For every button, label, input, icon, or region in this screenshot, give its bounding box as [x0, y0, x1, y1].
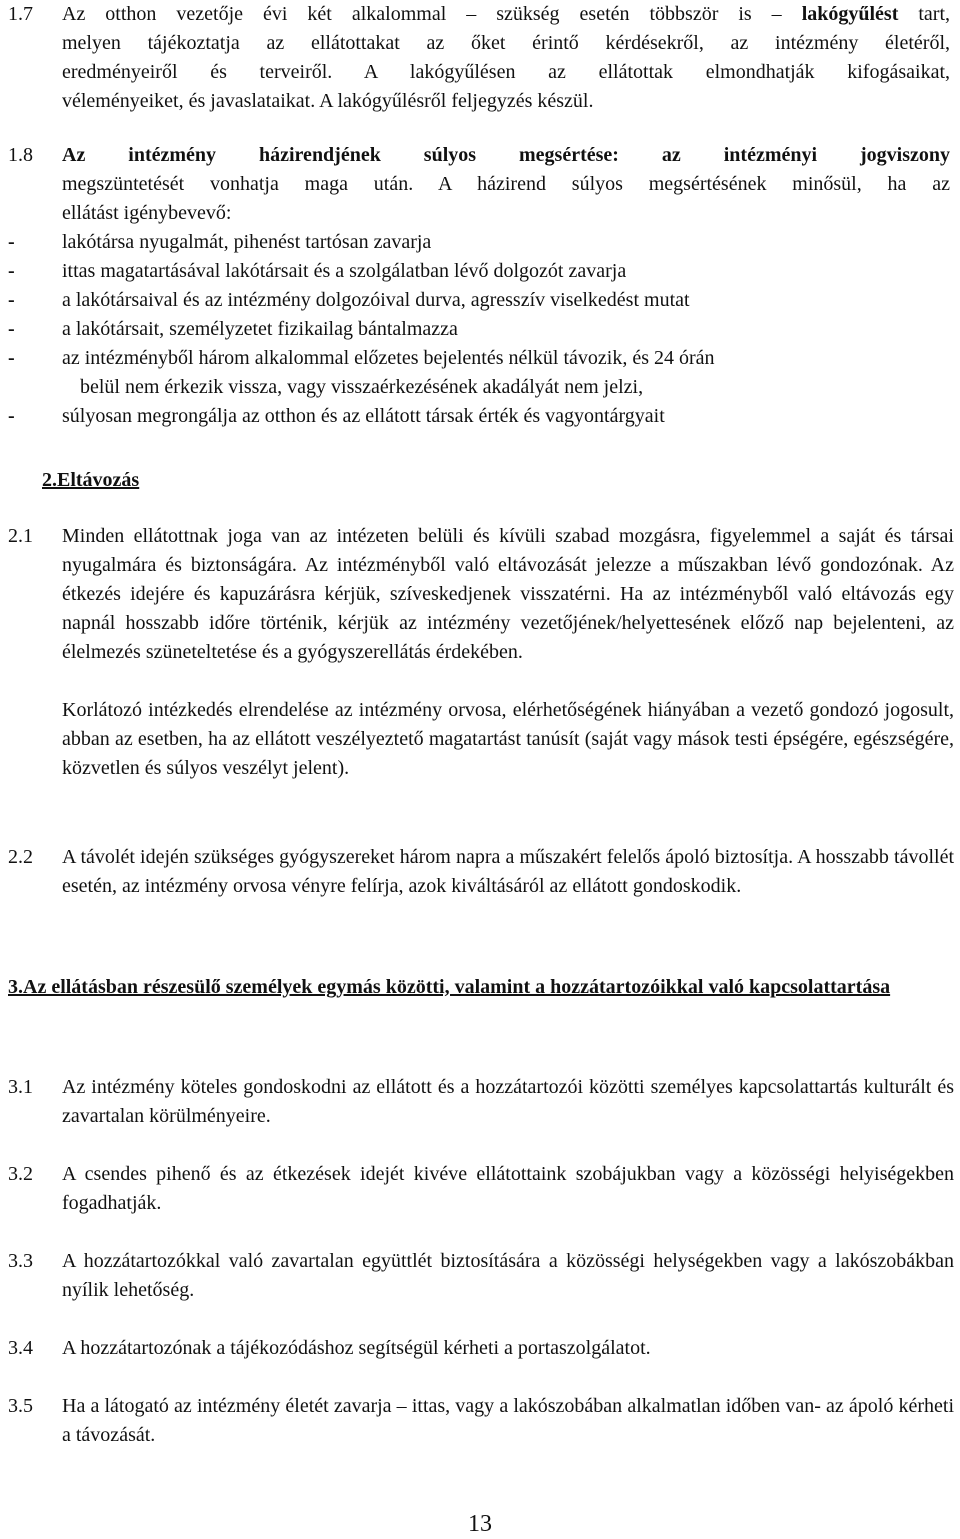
s18-line-1: [62, 141, 950, 170]
list-item: a lakótársait, személyzetet fizikailag bántalmazza: [62, 318, 458, 340]
bullet-dash: -: [8, 289, 15, 311]
s17-line-1c: tart,: [918, 3, 951, 25]
s17-line-3: eredményeiről és terveiről. A lakógyűlésen az ellátottak elmondhatják kifogásaikat,: [62, 61, 950, 83]
page-number: 13: [468, 1511, 492, 1537]
section-number-3-5: 3.5: [8, 1395, 33, 1417]
section-number-3-3: 3.3: [8, 1250, 33, 1272]
s18-line-2b: A házirend súlyos megsértésének minősül, ha az: [437, 173, 950, 195]
s18-line-2: [62, 170, 950, 199]
bullet-dash: -: [8, 405, 15, 427]
paragraph-2-1: Minden ellátottnak joga van az intézeten belüli és kívüli szabad mozgásra, figyelemmel a saját és társai nyugalmára és biztonságára. Az intézményből való eltávozását jelezze a műszakban lévő gondozónak. Az étkezés idejére és kapuzárásra kérjük, szíveskedjenek visszatérni. Ha az intézményből való eltávozás egy napnál hosszabb időre történik, kérjük az intézmény vezetőjének/helyettesének előző nap bejelenteni, az élelmezés szüneteltetése és a gyógyszerellátás érdekében.: [62, 525, 954, 663]
paragraph-2-2: A távolét idején szükséges gyógyszereket három napra a műszakért felelős ápoló biztosítja. A hosszabb távollét esetén, az intézmény orvosa vényre felírja, azok kiváltásáról az ellátott gondoskodik.: [62, 846, 954, 897]
bullet-dash: -: [8, 318, 15, 340]
section-number-2-2: 2.2: [8, 846, 33, 868]
section-number-3-1: 3.1: [8, 1076, 33, 1098]
section-number-2-1: 2.1: [8, 525, 33, 547]
list-item: ittas magatartásával lakótársait és a szolgálatban lévő dolgozót zavarja: [62, 260, 627, 282]
paragraph-3-2: A csendes pihenő és az étkezések idejét kivéve ellátottaink szobájukban vagy a közösségi helyiségekben fogadhatják.: [62, 1163, 954, 1214]
list-item: az intézményből három alkalommal előzetes bejelentés nélkül távozik, és 24 órán: [62, 347, 715, 369]
paragraph-2-1-restriction: Korlátozó intézkedés elrendelése az intézmény orvosa, elérhetőségének hiányában a vezető gondozó jogosult, abban az esetben, ha az ellátott veszélyeztető magatartást tanúsít (saját vagy mások testi épségére, egészségére, közvetlen és súlyos veszélyt jelent).: [62, 699, 954, 779]
paragraph-3-4: A hozzátartozónak a tájékozódáshoz segítségül kérheti a portaszolgálatot.: [62, 1337, 651, 1359]
section-number-1-7: 1.7: [8, 3, 33, 25]
section-heading-2: 2.Eltávozás: [42, 469, 140, 491]
section-number-1-8: 1.8: [8, 144, 33, 166]
section-number-3-4: 3.4: [8, 1337, 33, 1359]
paragraph-3-5: Ha a látogató az intézmény életét zavarja – ittas, vagy a lakószobában alkalmatlan időben van- az ápoló kérheti a távozását.: [62, 1395, 954, 1446]
paragraph-3-3: A hozzátartozókkal való zavartalan együttlét biztosítására a közösségi helységekben vagy a lakószobákban nyílik lehetőség.: [62, 1250, 954, 1301]
list-item: súlyosan megrongálja az otthon és az ellátott társak érték és vagyontárgyait: [62, 405, 665, 427]
s17-line-4: véleményeiket, és javaslataikat. A lakógyűlésről feljegyzés készül.: [62, 90, 594, 112]
s17-line-2: melyen tájékoztatja az ellátottakat az őket érintő kérdésekről, az intézmény életéről,: [62, 32, 950, 54]
s17-lakogyules-bold: lakógyűlést: [801, 3, 899, 25]
s17-line-1: [62, 0, 950, 29]
section-heading-3: 3.Az ellátásban részesülő személyek egymás közötti, valamint a hozzátartozóikkal való kapcsolattartása: [8, 976, 891, 998]
bullet-dash: -: [8, 347, 15, 369]
bullet-dash: -: [8, 260, 15, 282]
section-number-3-2: 3.2: [8, 1163, 33, 1185]
bullet-dash: -: [8, 231, 15, 253]
list-item: lakótársa nyugalmát, pihenést tartósan zavarja: [62, 231, 432, 253]
s18-line-2a: megszüntetését vonhatja maga után.: [62, 173, 414, 195]
s18-line-3: ellátást igénybevevő:: [62, 202, 232, 224]
s17-line-1a: Az otthon vezetője évi két alkalommal – szükség esetén többször is –: [62, 3, 782, 25]
paragraph-3-1: Az intézmény köteles gondoskodni az ellátott és a hozzátartozói közötti személyes kapcsolattartás kulturált és zavartalan körülményeire.: [62, 1076, 954, 1127]
list-item-continuation: belül nem érkezik vissza, vagy visszaérkezésének akadályát nem jelzi,: [80, 376, 644, 398]
s18-bold-intro: Az intézmény házirendjének súlyos megsértése: az intézményi jogviszony: [62, 144, 950, 166]
list-item: a lakótársaival és az intézmény dolgozóival durva, agresszív viselkedést mutat: [62, 289, 690, 311]
